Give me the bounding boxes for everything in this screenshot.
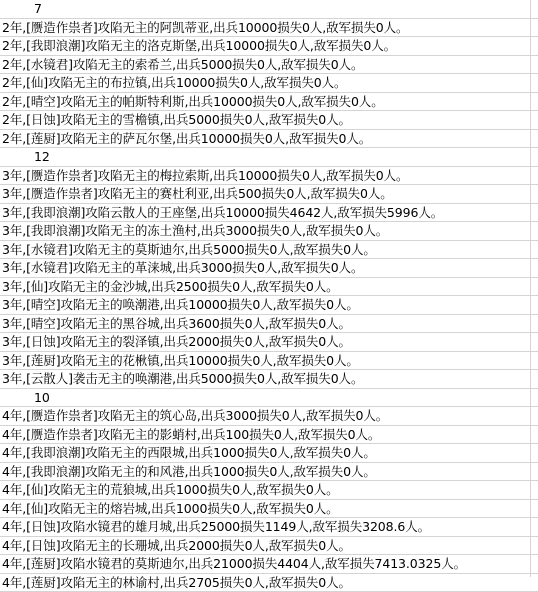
log-entry-cell[interactable]: 3年,[水镜君]攻陷无主的革涞城,出兵3000损失0人,敌军损失0人。 [0,259,538,278]
log-entry-cell[interactable]: 3年,[莲厨]攻陷无主的花楸镇,出兵10000损失0人,敌军损失0人。 [0,352,538,371]
log-entry-cell[interactable]: 3年,[仙]攻陷无主的金沙城,出兵2500损失0人,敌军损失0人。 [0,278,538,297]
log-entry-cell[interactable]: 2年,[晴空]攻陷无主的帕斯特利斯,出兵10000损失0人,敌军损失0人。 [0,93,538,112]
log-entry-cell[interactable]: 2年,[我即浪潮]攻陷无主的洛克斯堡,出兵10000损失0人,敌军损失0人。 [0,37,538,56]
log-entry-cell[interactable]: 2年,[日蚀]攻陷无主的雪檐镇,出兵5000损失0人,敌军损失0人。 [0,111,538,130]
log-entry-cell[interactable]: 3年,[我即浪潮]攻陷无主的冻土渔村,出兵3000损失0人,敌军损失0人。 [0,222,538,241]
log-entry-cell[interactable]: 4年,[仙]攻陷无主的熔岩城,出兵1000损失0人,敌军损失0人。 [0,500,538,519]
log-entry-cell[interactable]: 4年,[日蚀]攻陷水镜君的雄月城,出兵25000损失1149人,敌军损失3208.6人。 [0,518,538,537]
log-entry-cell[interactable]: 3年,[赝造作祟者]攻陷无主的梅拉索斯,出兵10000损失0人,敌军损失0人。 [0,167,538,186]
log-entry-cell[interactable]: 4年,[我即浪潮]攻陷无主的西限城,出兵1000损失0人,敌军损失0人。 [0,444,538,463]
log-entry-cell[interactable]: 2年,[赝造作祟者]攻陷无主的阿凯蒂亚,出兵10000损失0人,敌军损失0人。 [0,19,538,38]
log-entry-cell[interactable]: 4年,[赝造作祟者]攻陷无主的影蛸村,出兵100损失0人,敌军损失0人。 [0,426,538,445]
log-entry-cell[interactable]: 2年,[莲厨]攻陷无主的萨瓦尔堡,出兵10000损失0人,敌军损失0人。 [0,130,538,149]
group-count-cell[interactable]: 7 [0,0,538,19]
log-entry-cell[interactable]: 3年,[晴空]攻陷无主的黑谷城,出兵3600损失0人,敌军损失0人。 [0,315,538,334]
group-count-cell[interactable]: 12 [0,148,538,167]
log-entry-cell[interactable]: 3年,[晴空]攻陷无主的唤潮港,出兵10000损失0人,敌军损失0人。 [0,296,538,315]
log-entry-cell[interactable]: 3年,[水镜君]攻陷无主的莫斯迪尔,出兵5000损失0人,敌军损失0人。 [0,241,538,260]
log-entry-cell[interactable]: 3年,[日蚀]攻陷无主的裂泽镇,出兵2000损失0人,敌军损失0人。 [0,333,538,352]
log-entry-cell[interactable]: 3年,[赝造作祟者]攻陷无主的赛杜利亚,出兵500损失0人,敌军损失0人。 [0,185,538,204]
group-count-cell[interactable]: 10 [0,389,538,408]
log-entry-cell[interactable]: 4年,[仙]攻陷无主的荒狼城,出兵1000损失0人,敌军损失0人。 [0,481,538,500]
log-entry-cell[interactable]: 4年,[莲厨]攻陷无主的林谕村,出兵2705损失0人,敌军损失0人。 [0,574,538,592]
log-entry-cell[interactable]: 4年,[莲厨]攻陷水镜君的莫斯迪尔,出兵21000损失4404人,敌军损失7413.0325人。 [0,555,538,574]
log-entry-cell[interactable]: 4年,[赝造作祟者]攻陷无主的筑心岛,出兵3000损失0人,敌军损失0人。 [0,407,538,426]
log-entry-cell[interactable]: 2年,[水镜君]攻陷无主的索希兰,出兵5000损失0人,敌军损失0人。 [0,56,538,75]
log-entry-cell[interactable]: 4年,[日蚀]攻陷无主的长珊城,出兵2000损失0人,敌军损失0人。 [0,537,538,556]
log-entry-cell[interactable]: 4年,[我即浪潮]攻陷无主的和风港,出兵1000损失0人,敌军损失0人。 [0,463,538,482]
log-entry-cell[interactable]: 3年,[云散人]袭击无主的唤潮港,出兵5000损失0人,敌军损失0人。 [0,370,538,389]
log-entry-cell[interactable]: 3年,[我即浪潮]攻陷云散人的王座堡,出兵10000损失4642人,敌军损失5996人。 [0,204,538,223]
log-entry-cell[interactable]: 2年,[仙]攻陷无主的布拉镇,出兵10000损失0人,敌军损失0人。 [0,74,538,93]
